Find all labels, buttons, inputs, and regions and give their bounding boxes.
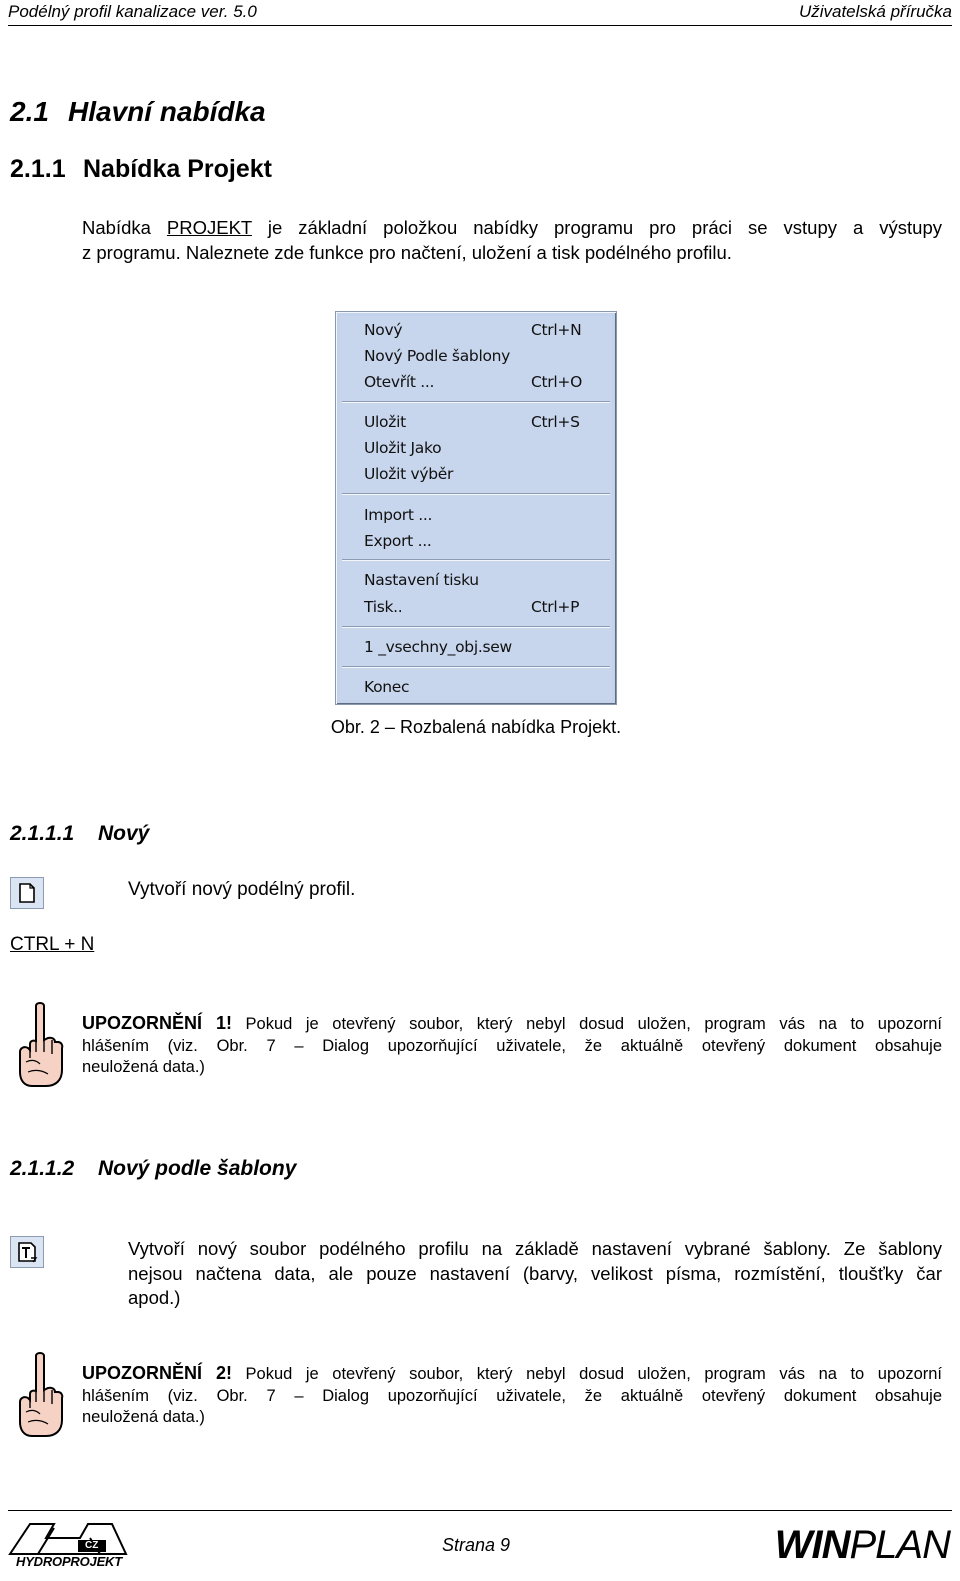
menu-separator [342, 626, 610, 628]
menu-panel [340, 316, 612, 700]
template-icon-glyph [11, 1237, 43, 1267]
menu-item-print[interactable]: Tisk.. [364, 598, 403, 616]
logo-left-text: HYDROPROJEKT [16, 1554, 122, 1569]
menu-item-export[interactable]: Export ... [364, 532, 432, 550]
menu-item-new[interactable]: Nový [364, 321, 403, 339]
item1-description: Vytvoří nový podélný profil. [128, 879, 356, 900]
footer-divider [8, 1510, 952, 1511]
item2-heading [10, 1157, 296, 1181]
intro-line-1 [82, 216, 942, 241]
menu-separator [342, 559, 610, 561]
subsection-heading [10, 155, 272, 184]
menu-separator [342, 666, 610, 668]
menu-separator [342, 401, 610, 403]
warning1-paragraph [82, 1013, 942, 1079]
pointing-hand-icon [14, 1350, 66, 1438]
menu-item-save-selection[interactable]: Uložit výběr [364, 465, 454, 483]
menu-item-recent-file[interactable]: 1 _vsechny_obj.sew [364, 638, 512, 656]
item1-number: 2.1.1.1 [10, 822, 75, 845]
intro-prefix: Nabídka [82, 217, 167, 238]
warning2-line-2: hlášením (viz. Obr. 7 – Dialog upozorňující uživatele, že aktuálně otevřený dokument obsahuje [82, 1386, 942, 1405]
item1-shortcut [10, 934, 94, 956]
menu-item-save[interactable]: Uložit [364, 413, 406, 431]
logo-badge: CZ [85, 1540, 99, 1551]
intro-line1-rest: je základní položkou nabídky programu pro práci se vstupy a výstupy [251, 217, 943, 238]
menu-shortcut-open: Ctrl+O [531, 373, 582, 391]
item2-number: 2.1.1.2 [10, 1157, 75, 1180]
menu-shortcut-new: Ctrl+N [531, 321, 582, 339]
header-right: Uživatelská příručka [798, 2, 952, 21]
warning1-line-2: hlášením (viz. Obr. 7 – Dialog upozorňující uživatele, že aktuálně otevřený dokument obsahuje [82, 1036, 942, 1055]
item2-paragraph [128, 1237, 942, 1311]
hand-icon-glyph [14, 1000, 66, 1088]
intro-keyword: PROJEKT [166, 217, 252, 238]
warning1-label: UPOZORNĚNÍ 1! [82, 1013, 232, 1033]
warning1-text1: Pokud je otevřený soubor, který nebyl dosud uložen, program vás na to upozorní [231, 1015, 942, 1033]
menu-shortcut-print: Ctrl+P [531, 598, 580, 616]
subsection-number: 2.1.1 [10, 155, 66, 183]
warning1-line-3: neuložená data.) [82, 1058, 205, 1076]
menu-shortcut-save: Ctrl+S [531, 413, 580, 431]
item2-title: Nový podle šablony [98, 1157, 297, 1180]
item1-title: Nový [98, 822, 150, 845]
section-title: Hlavní nabídka [68, 96, 266, 127]
menu-item-open[interactable]: Otevřít ... [364, 373, 435, 391]
section-number: 2.1 [10, 96, 49, 127]
intro-line-2: z programu. Naleznete zde funkce pro načtení, uložení a tisk podélného profilu. [82, 241, 732, 263]
item1-shortcut-text: CTRL + N [10, 934, 95, 955]
item1-heading [10, 822, 149, 846]
new-document-icon [10, 877, 44, 909]
warning2-line-3: neuložená data.) [82, 1408, 205, 1426]
subsection-title: Nabídka Projekt [83, 155, 272, 183]
item2-line-3: apod.) [128, 1287, 181, 1308]
hand-icon-glyph [14, 1350, 66, 1438]
menu-item-import[interactable]: Import ... [364, 506, 433, 524]
menu-item-print-setup[interactable]: Nastavení tisku [364, 571, 479, 589]
menu-separator [342, 493, 610, 495]
figure-caption: Obr. 2 – Rozbalená nabídka Projekt. [330, 717, 622, 737]
warning2-line-1 [82, 1363, 942, 1386]
logo-right-bold: WIN [774, 1523, 850, 1567]
warning2-label: UPOZORNĚNÍ 2! [82, 1363, 232, 1383]
pointing-hand-icon [14, 1000, 66, 1088]
project-menu-screenshot [335, 311, 617, 705]
intro-paragraph [82, 216, 942, 265]
warning2-paragraph [82, 1363, 942, 1429]
header-left: Podélný profil kanalizace ver. 5.0 [8, 2, 257, 21]
warning2-text1: Pokud je otevřený soubor, který nebyl dosud uložen, program vás na to upozorní [231, 1365, 942, 1383]
warning1-line-1 [82, 1013, 942, 1036]
header-divider [8, 25, 952, 26]
menu-item-exit[interactable]: Konec [364, 678, 410, 696]
winplan-logo [775, 1521, 950, 1569]
logo-right-rest: PLAN [849, 1523, 950, 1567]
menu-item-save-as[interactable]: Uložit Jako [364, 439, 442, 457]
item2-line-1: Vytvoří nový soubor podélného profilu na základě nastavení vybrané šablony. Ze šablony [128, 1238, 942, 1259]
section-heading [10, 96, 266, 128]
new-document-icon-glyph [11, 878, 43, 908]
new-from-template-icon [10, 1236, 44, 1268]
page-number: Strana 9 [441, 1535, 511, 1555]
item2-line-2: nejsou načtena data, ale pouze nastavení (barvy, velikost písma, rozmístění, tloušťky čar [128, 1262, 942, 1284]
menu-item-new-from-template[interactable]: Nový Podle šablony [364, 347, 511, 365]
